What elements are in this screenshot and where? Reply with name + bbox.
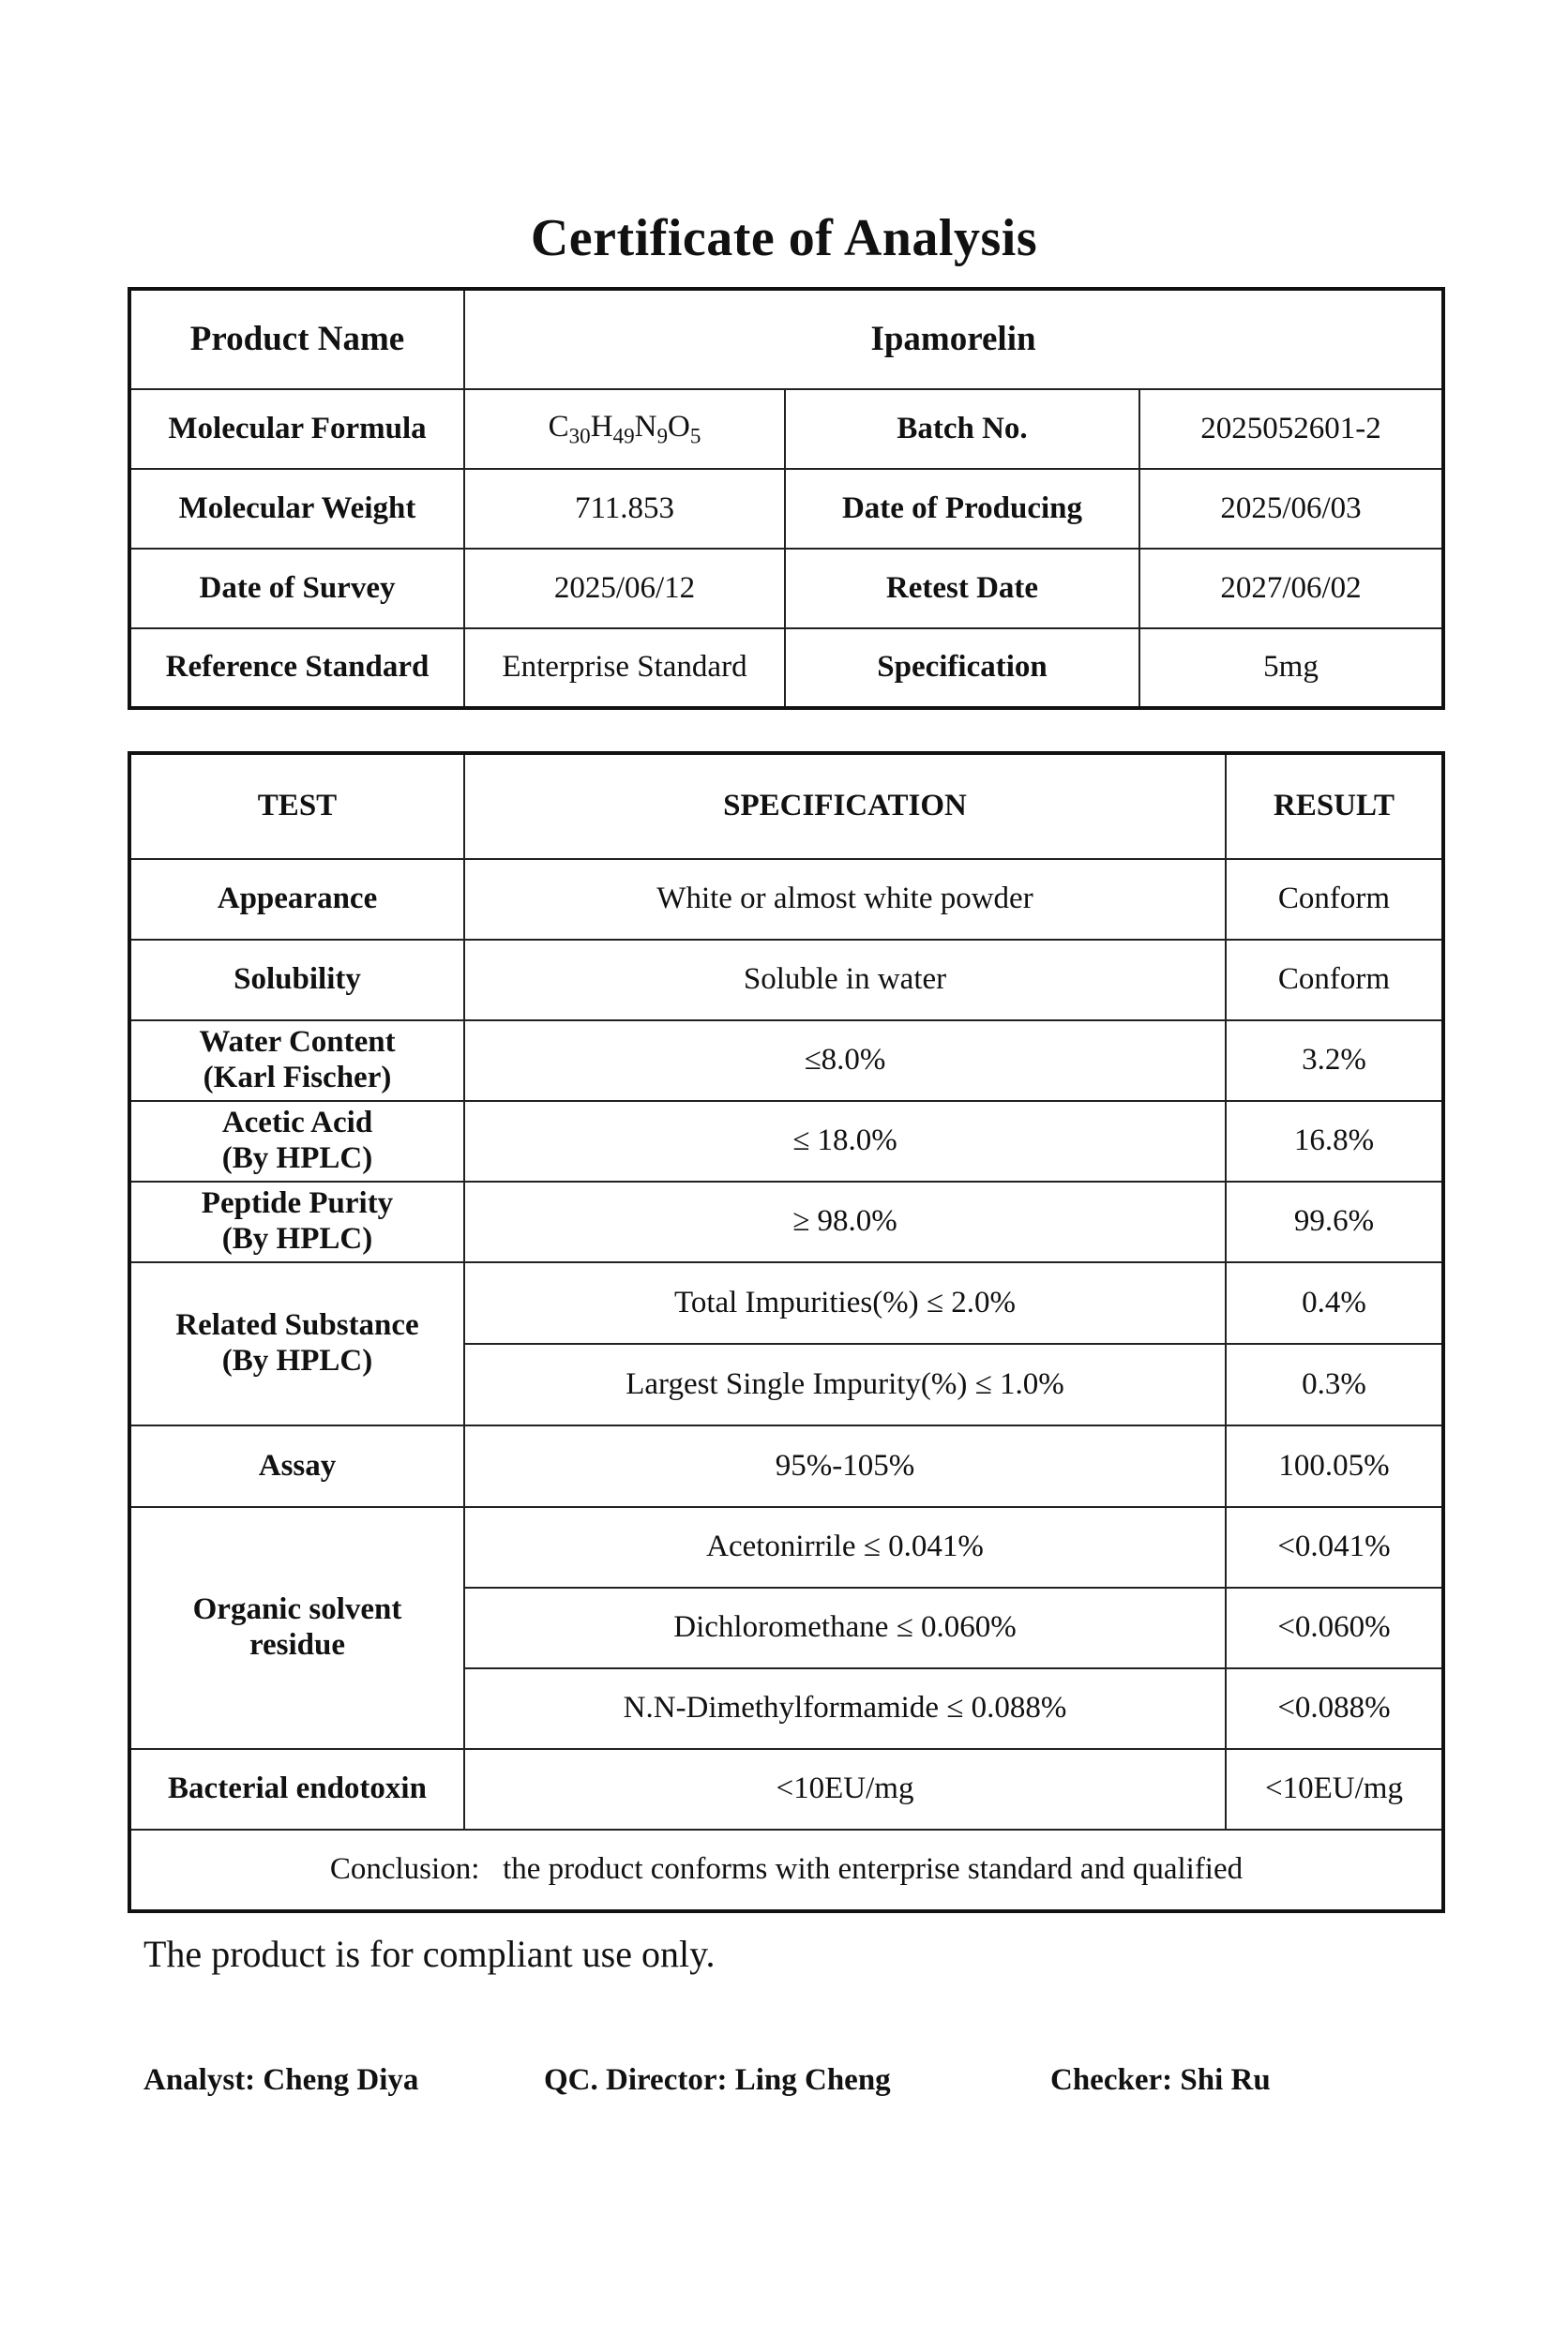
dichloromethane-spec: Dichloromethane ≤ 0.060% bbox=[464, 1588, 1226, 1668]
assay-result: 100.05% bbox=[1226, 1425, 1443, 1507]
test-results-table bbox=[128, 751, 1445, 1913]
product-name-row bbox=[129, 289, 1443, 389]
product-name-value: Ipamorelin bbox=[464, 289, 1443, 389]
acetic-acid-row bbox=[129, 1101, 1443, 1182]
assay-test: Assay bbox=[129, 1425, 464, 1507]
related-substance-row bbox=[129, 1262, 1443, 1344]
retest-date-label: Retest Date bbox=[785, 549, 1139, 628]
water-content-test-line2: (Karl Fischer) bbox=[203, 1061, 392, 1094]
assay-spec: 95%-105% bbox=[464, 1425, 1226, 1507]
header-specification: SPECIFICATION bbox=[464, 753, 1226, 859]
appearance-row bbox=[129, 859, 1443, 940]
results-header-row bbox=[129, 753, 1443, 859]
appearance-result: Conform bbox=[1226, 859, 1443, 940]
batch-no-value: 2025052601-2 bbox=[1139, 389, 1443, 469]
acetic-acid-test-line2: (By HPLC) bbox=[221, 1141, 373, 1175]
acetonitrile-result: <0.041% bbox=[1226, 1507, 1443, 1588]
organic-solvent-test-line1: Organic solvent bbox=[192, 1592, 402, 1627]
acetic-acid-test-line1: Acetic Acid bbox=[221, 1106, 373, 1140]
dmf-spec: N.N-Dimethylformamide ≤ 0.088% bbox=[464, 1668, 1226, 1749]
appearance-test: Appearance bbox=[129, 859, 464, 940]
appearance-spec: White or almost white powder bbox=[464, 859, 1226, 940]
acetic-acid-result: 16.8% bbox=[1226, 1101, 1443, 1182]
acetic-acid-spec: ≤ 18.0% bbox=[464, 1101, 1226, 1182]
peptide-purity-result: 99.6% bbox=[1226, 1182, 1443, 1262]
water-content-spec: ≤8.0% bbox=[464, 1020, 1226, 1101]
peptide-purity-test bbox=[129, 1182, 464, 1262]
header-test: TEST bbox=[129, 753, 464, 859]
dmf-result: <0.088% bbox=[1226, 1668, 1443, 1749]
endotoxin-test: Bacterial endotoxin bbox=[129, 1749, 464, 1830]
endotoxin-row bbox=[129, 1749, 1443, 1830]
molecular-weight-label: Molecular Weight bbox=[129, 469, 464, 549]
conclusion-text: Conclusion: the product conforms with enterprise standard and qualified bbox=[129, 1830, 1443, 1911]
total-impurities-spec: Total Impurities(%) ≤ 2.0% bbox=[464, 1262, 1226, 1344]
organic-solvent-test-line2: residue bbox=[249, 1628, 346, 1662]
molecular-weight-row bbox=[129, 469, 1443, 549]
water-content-test bbox=[129, 1020, 464, 1101]
endotoxin-result: <10EU/mg bbox=[1226, 1749, 1443, 1830]
date-of-survey-label: Date of Survey bbox=[129, 549, 464, 628]
water-content-test-line1: Water Content bbox=[199, 1025, 396, 1060]
conclusion-row bbox=[129, 1830, 1443, 1911]
reference-standard-row bbox=[129, 628, 1443, 708]
qc-director-signature: QC. Director: Ling Cheng bbox=[544, 2063, 891, 2097]
molecular-formula-row bbox=[129, 389, 1443, 469]
related-substance-test-line1: Related Substance bbox=[175, 1308, 419, 1343]
solubility-result: Conform bbox=[1226, 940, 1443, 1020]
water-content-result: 3.2% bbox=[1226, 1020, 1443, 1101]
solubility-row bbox=[129, 940, 1443, 1020]
reference-standard-value: Enterprise Standard bbox=[464, 628, 785, 708]
acetonitrile-row bbox=[129, 1507, 1443, 1588]
header-result: RESULT bbox=[1226, 753, 1443, 859]
related-substance-test-line2: (By HPLC) bbox=[221, 1344, 373, 1378]
checker-signature: Checker: Shi Ru bbox=[1050, 2063, 1271, 2097]
compliance-notice: The product is for compliant use only. bbox=[143, 1933, 716, 1975]
related-substance-test bbox=[129, 1262, 464, 1425]
document-title: Certificate of Analysis bbox=[530, 209, 1038, 267]
molecular-formula-value: $C_{30}H_{49}N_9O_5$ bbox=[464, 389, 785, 469]
peptide-purity-row bbox=[129, 1182, 1443, 1262]
acetic-acid-test bbox=[129, 1101, 464, 1182]
date-of-survey-row bbox=[129, 549, 1443, 628]
batch-no-label: Batch No. bbox=[785, 389, 1139, 469]
product-info-table bbox=[128, 287, 1445, 710]
molecular-formula-label: Molecular Formula bbox=[129, 389, 464, 469]
solubility-spec: Soluble in water bbox=[464, 940, 1226, 1020]
water-content-row bbox=[129, 1020, 1443, 1101]
largest-impurity-spec: Largest Single Impurity(%) ≤ 1.0% bbox=[464, 1344, 1226, 1425]
peptide-purity-spec: ≥ 98.0% bbox=[464, 1182, 1226, 1262]
assay-row bbox=[129, 1425, 1443, 1507]
specification-value: 5mg bbox=[1139, 628, 1443, 708]
date-of-survey-value: 2025/06/12 bbox=[464, 549, 785, 628]
specification-label: Specification bbox=[785, 628, 1139, 708]
product-name-label: Product Name bbox=[129, 289, 464, 389]
total-impurities-result: 0.4% bbox=[1226, 1262, 1443, 1344]
peptide-purity-test-line2: (By HPLC) bbox=[221, 1222, 373, 1256]
endotoxin-spec: <10EU/mg bbox=[464, 1749, 1226, 1830]
acetonitrile-spec: Acetonirrile ≤ 0.041% bbox=[464, 1507, 1226, 1588]
dichloromethane-result: <0.060% bbox=[1226, 1588, 1443, 1668]
organic-solvent-test bbox=[129, 1507, 464, 1749]
date-of-producing-value: 2025/06/03 bbox=[1139, 469, 1443, 549]
molecular-weight-value: 711.853 bbox=[464, 469, 785, 549]
solubility-test: Solubility bbox=[129, 940, 464, 1020]
date-of-producing-label: Date of Producing bbox=[785, 469, 1139, 549]
peptide-purity-test-line1: Peptide Purity bbox=[201, 1186, 394, 1221]
reference-standard-label: Reference Standard bbox=[129, 628, 464, 708]
analyst-signature: Analyst: Cheng Diya bbox=[143, 2063, 419, 2097]
largest-impurity-result: 0.3% bbox=[1226, 1344, 1443, 1425]
retest-date-value: 2027/06/02 bbox=[1139, 549, 1443, 628]
